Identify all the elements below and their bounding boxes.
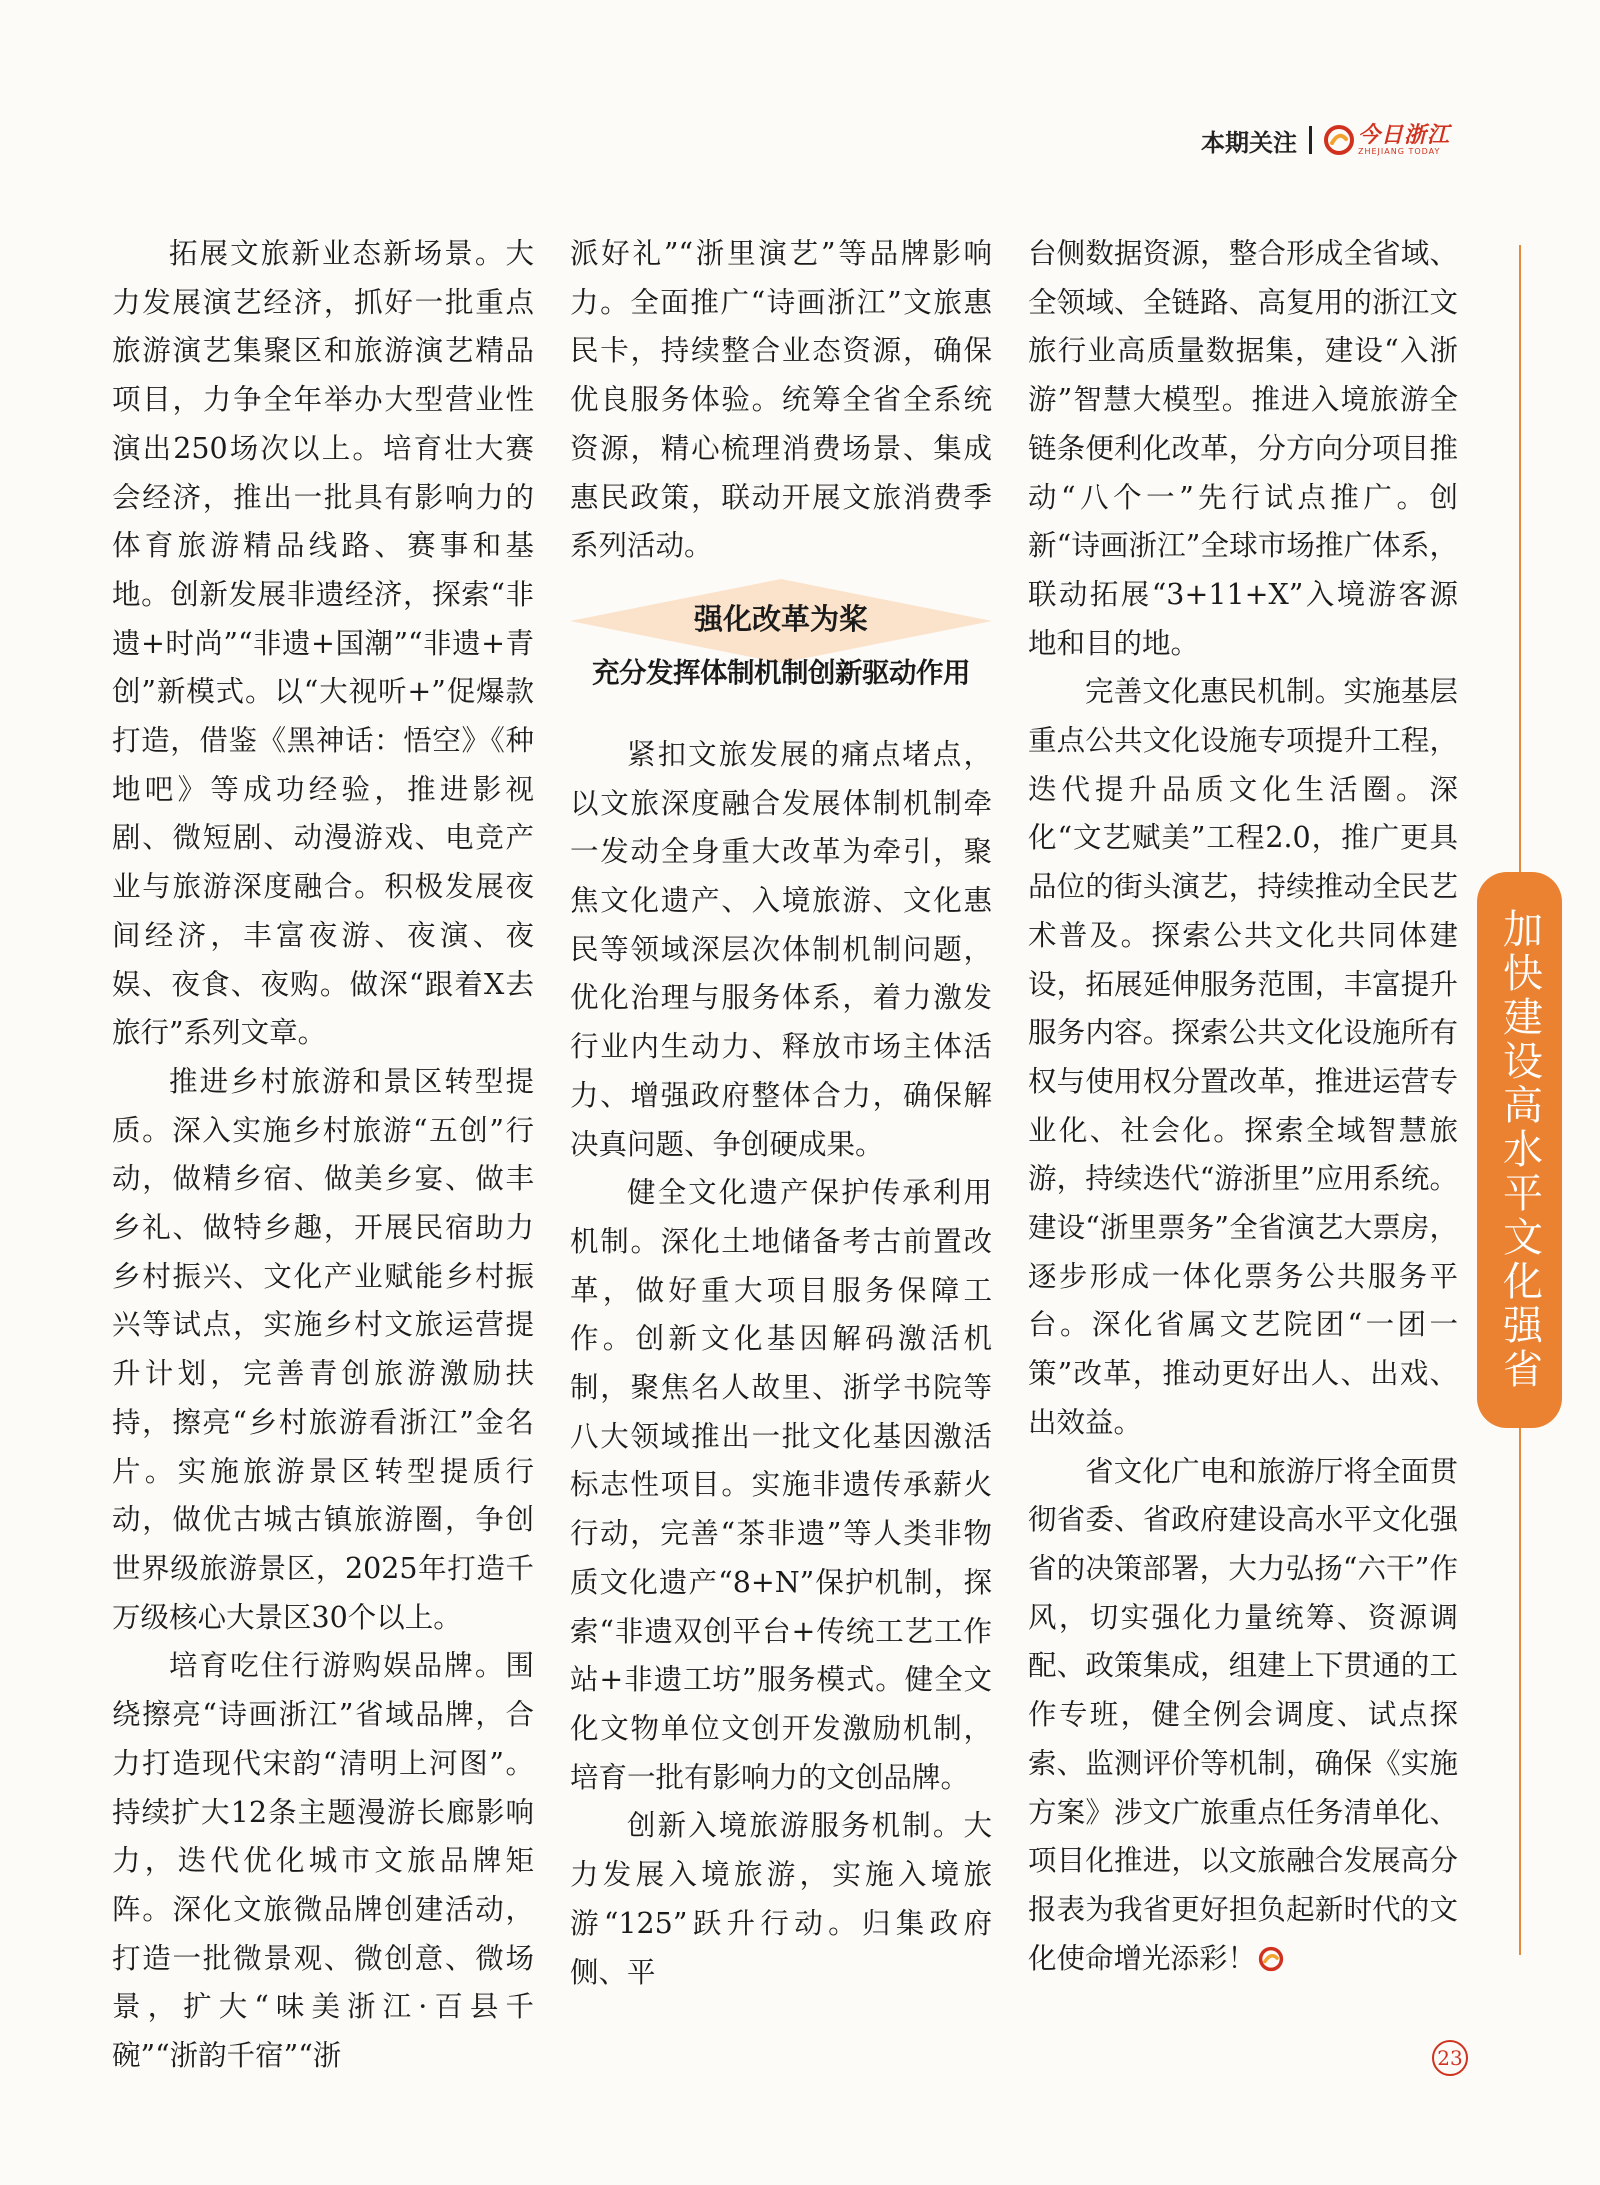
paragraph-continued: 派好礼”“浙里演艺”等品牌影响力。全面推广“诗画浙江”文旅惠民卡，持续整合业态资源，确保优良服务体验。统筹全省全系统资源，精心梳理消费场景、集成惠民政策，联动开展文旅消费季系列活动。 — [570, 237, 992, 563]
paragraph: 培育吃住行游购娱品牌。围绕擦亮“诗画浙江”省域品牌，合力打造现代宋韵“清明上河图”。持续扩大12条主题漫游长廊影响力，迭代优化城市文旅品牌矩阵。深化文旅微品牌创建活动，打造一批微景观、微创意、微场景，扩大“味美浙江·百县千碗”“浙韵千宿”“浙 — [112, 1649, 534, 2073]
subheading-line-2: 充分发挥体制机制创新驱动作用 — [592, 656, 970, 689]
paragraph: 拓展文旅新业态新场景。大力发展演艺经济，抓好一批重点旅游演艺集聚区和旅游演艺精品项目，力争全年举办大型营业性演出250场次以上。培育壮大赛会经济，推出一批具有影响力的体育旅游精品线路、赛事和基地。创新发展非遗经济，探索“非遗+时尚”“非遗+国潮”“非遗+青创”新模式。以“大视听+”促爆款打造，借鉴《黑神话：悟空》《种地吧》等成功经验，推进影视剧、微短剧、动漫游戏、电竞产业与旅游深度融合。积极发展夜间经济，丰富夜游、夜演、夜娱、夜食、夜购。做深“跟着X去旅行”系列文章。 — [112, 237, 534, 1050]
page-header — [1201, 118, 1450, 162]
article-column-3 — [1028, 230, 1458, 1983]
logo-english-text: ZHEJIANG TODAY — [1357, 147, 1441, 156]
final-paragraph-text: 省文化广电和旅游厅将全面贯彻省委、省政府建设高水平文化强省的决策部署，大力弘扬“六干”作风，切实强化力量统筹、资源调配、政策集成，组建上下贯通的工作专班，健全例会调度、试点探索、监测评价等机制，确保《实施方案》涉文广旅重点任务清单化、项目化推进，以文旅融合发展高分报表为我省更好担负起新时代的文化使命增光添彩！ — [1028, 1454, 1458, 1975]
subheading-line-1: 强化改革为桨 — [693, 601, 868, 636]
end-mark-logo-icon — [1258, 1946, 1284, 1972]
section-subheading — [570, 571, 992, 731]
paragraph: 健全文化遗产保护传承利用机制。深化土地储备考古前置改革，做好重大项目服务保障工作。创新文化基因解码激活机制，聚焦名人故里、浙学书院等八大领域推出一批文化基因激活标志性项目。实施非遗传承薪火行动，完善“茶非遗”等人类非物质文化遗产“8+N”保护机制，探索“非遗双创平台+传统工艺工作站+非遗工坊”服务模式。健全文化文物单位文创开发激励机制，培育一批有影响力的文创品牌。 — [570, 1176, 992, 1794]
side-column-tab — [1477, 872, 1562, 1428]
paragraph: 推进乡村旅游和景区转型提质。深入实施乡村旅游“五创”行动，做精乡宿、做美乡宴、做丰乡礼、做特乡趣，开展民宿助力乡村振兴、文化产业赋能乡村振兴等试点，实施乡村文旅运营提升计划，完善青创旅游激励扶持，擦亮“乡村旅游看浙江”金名片。实施旅游景区转型提质行动，做优古城古镇旅游圈，争创世界级旅游景区，2025年打造千万级核心大景区30个以上。 — [112, 1064, 534, 1634]
section-label: 本期关注 — [1200, 128, 1297, 157]
magazine-logo — [1324, 124, 1450, 156]
paragraph: 创新入境旅游服务机制。大力发展入境旅游，实施入境旅游“125”跃升行动。归集政府侧、平 — [570, 1809, 992, 1989]
side-tab-title: 加快建设高水平文化强省 — [1496, 908, 1543, 1392]
paragraph: 紧扣文旅发展的痛点堵点，以文旅深度融合发展体制机制牵一发动全身重大改革为牵引，聚焦文化遗产、入境旅游、文化惠民等领域深层次体制机制问题，优化治理与服务体系，着力激发行业内生动力、释放市场主体活力、增强政府整体合力，确保解决真问题、争创硬成果。 — [570, 737, 992, 1161]
paragraph-continued: 台侧数据资源，整合形成全省域、全领域、全链路、高复用的浙江文旅行业高质量数据集，建设“入浙游”智慧大模型。推进入境旅游全链条便利化改革，分方向分项目推动“八个一”先行试点推广。创新“诗画浙江”全球市场推广体系，联动拓展“3+11+X”入境游客源地和目的地。 — [1028, 237, 1458, 660]
header-divider — [1309, 126, 1312, 154]
page-number: 23 — [1432, 2040, 1468, 2076]
article-column-1 — [112, 230, 534, 2081]
paragraph-final — [1028, 1448, 1458, 1984]
article-column-2 — [570, 230, 992, 1997]
swirl-logo-icon — [1324, 125, 1354, 155]
logo-chinese-text: 今日浙江 — [1357, 122, 1450, 148]
paragraph: 完善文化惠民机制。实施基层重点公共文化设施专项提升工程，迭代提升品质文化生活圈。深化“文艺赋美”工程2.0，推广更具品位的街头演艺，持续推动全民艺术普及。探索公共文化共同体建设，拓展延伸服务范围，丰富提升服务内容。探索公共文化设施所有权与使用权分置改革，推进运营专业化、社会化。探索全域智慧旅游，持续迭代“游浙里”应用系统。建设“浙里票务”全省演艺大票房，逐步形成一体化票务公共服务平台。深化省属文艺院团“一团一策”改革，推动更好出人、出戏、出效益。 — [1028, 675, 1458, 1439]
